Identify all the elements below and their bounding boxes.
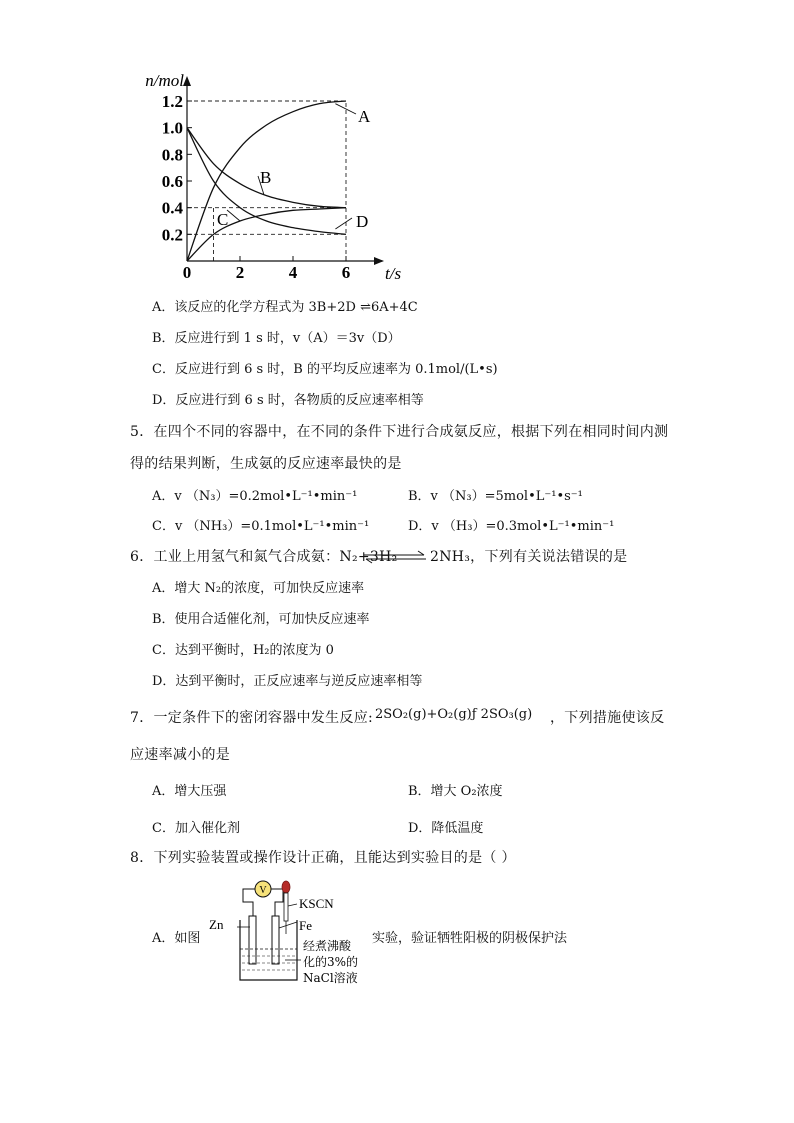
q7-option-d[interactable]: D．降低温度 [408, 821, 484, 836]
mol-time-chart [130, 68, 420, 286]
series-label-a: A [358, 107, 371, 126]
fe-label: Fe [299, 918, 312, 933]
chart-series [187, 101, 356, 261]
q6-stem-a: 6．工业上用氢气和氮气合成氨：N₂+3H₂ [130, 549, 398, 565]
q8-stem: 8．下列实验装置或操作设计正确，且能达到实验目的是（ ） [130, 850, 516, 866]
y-tick-label: 1.2 [161, 92, 183, 111]
y-axis-arrow [183, 76, 191, 86]
q7-stem-a: 7．一定条件下的密闭容器中发生反应: [130, 710, 374, 726]
equilibrium-arrow-icon [362, 550, 428, 564]
q4-option-d[interactable]: D．反应进行到 6 s 时，各物质的反应速率相等 [152, 393, 424, 408]
x-tick-label: 2 [235, 263, 245, 282]
q8-option-a-prefix[interactable]: A．如图 [152, 931, 201, 946]
series-label-d: D [356, 212, 369, 231]
electrochemistry-apparatus-figure [205, 876, 375, 992]
y-tick-label: 0.4 [161, 198, 183, 218]
q5-option-a[interactable]: A．v （N₃）=0.2mol•L⁻¹•min⁻¹ [152, 489, 358, 504]
solution-label-2: 化的3%的 [303, 955, 359, 969]
voltmeter-label: V [259, 885, 267, 896]
q5-stem-line1: 5．在四个不同的容器中，在不同的条件下进行合成氨反应，根据下列在相同时间内测 [130, 424, 669, 440]
q7-option-c[interactable]: C．加入催化剂 [152, 821, 240, 836]
zn-label: Zn [209, 917, 224, 932]
series-leader-d [335, 218, 352, 229]
x-tick-label: 6 [341, 263, 351, 282]
x-axis-arrow [374, 257, 384, 265]
series-leader-c [227, 210, 240, 221]
q5-option-c[interactable]: C．v （NH₃）=0.1mol•L⁻¹•min⁻¹ [152, 519, 370, 534]
series-label-b: B [260, 168, 272, 187]
q8-option-a-suffix[interactable]: 实验，验证牺牲阳极的阴极保护法 [372, 931, 568, 946]
q6-stem-b: 2NH₃，下列有关说法错误的是 [430, 549, 628, 565]
y-axis-label: n/mol [145, 71, 184, 90]
q6-option-d[interactable]: D．达到平衡时，正反应速率与逆反应速率相等 [152, 674, 423, 689]
q6-option-a[interactable]: A．增大 N₂的浓度，可加快反应速率 [152, 581, 365, 596]
kscn-label: KSCN [299, 896, 334, 911]
q4-option-a[interactable]: A．该反应的化学方程式为 3B+2D ⇌6A+4C [152, 300, 418, 315]
series-label-c: C [217, 210, 229, 229]
q6-option-b[interactable]: B．使用合适催化剂，可加快反应速率 [152, 612, 370, 627]
x-tick-label: 0 [182, 263, 192, 282]
y-tick-label: 0.8 [161, 145, 183, 165]
q7-stem-b: ，下列措施使该反 [550, 710, 665, 726]
q4-option-c[interactable]: C．反应进行到 6 s 时，B 的平均反应速率为 0.1mol/(L•s) [152, 362, 498, 377]
x-axis-label: t/s [385, 264, 402, 283]
q7-option-b[interactable]: B．增大 O₂浓度 [408, 784, 503, 799]
q5-option-b[interactable]: B．v （N₃）=5mol•L⁻¹•s⁻¹ [408, 489, 583, 504]
q5-option-d[interactable]: D．v （H₃）=0.3mol•L⁻¹•min⁻¹ [408, 519, 615, 534]
q7-equation: 2SO₂(g)+O₂(g)ƒ 2SO₃(g) [375, 707, 533, 722]
q4-option-b[interactable]: B．反应进行到 1 s 时，v（A）＝3v（D） [152, 331, 401, 346]
y-tick-label: 1.0 [161, 118, 183, 138]
solution-label-1: 经煮沸酸 [303, 939, 352, 953]
y-tick-label: 0.6 [161, 172, 183, 191]
y-tick-label: 0.2 [161, 225, 183, 245]
solution-label-3: NaCl溶液 [303, 971, 358, 985]
chart-labels [145, 71, 401, 283]
q7-option-a[interactable]: A．增大压强 [152, 784, 227, 799]
q5-stem-line2: 得的结果判断，生成氨的反应速率最快的是 [130, 456, 402, 472]
q7-stem-line2: 应速率减小的是 [130, 747, 231, 763]
x-tick-label: 4 [288, 263, 298, 282]
q6-option-c[interactable]: C．达到平衡时，H₂的浓度为 0 [152, 643, 334, 658]
